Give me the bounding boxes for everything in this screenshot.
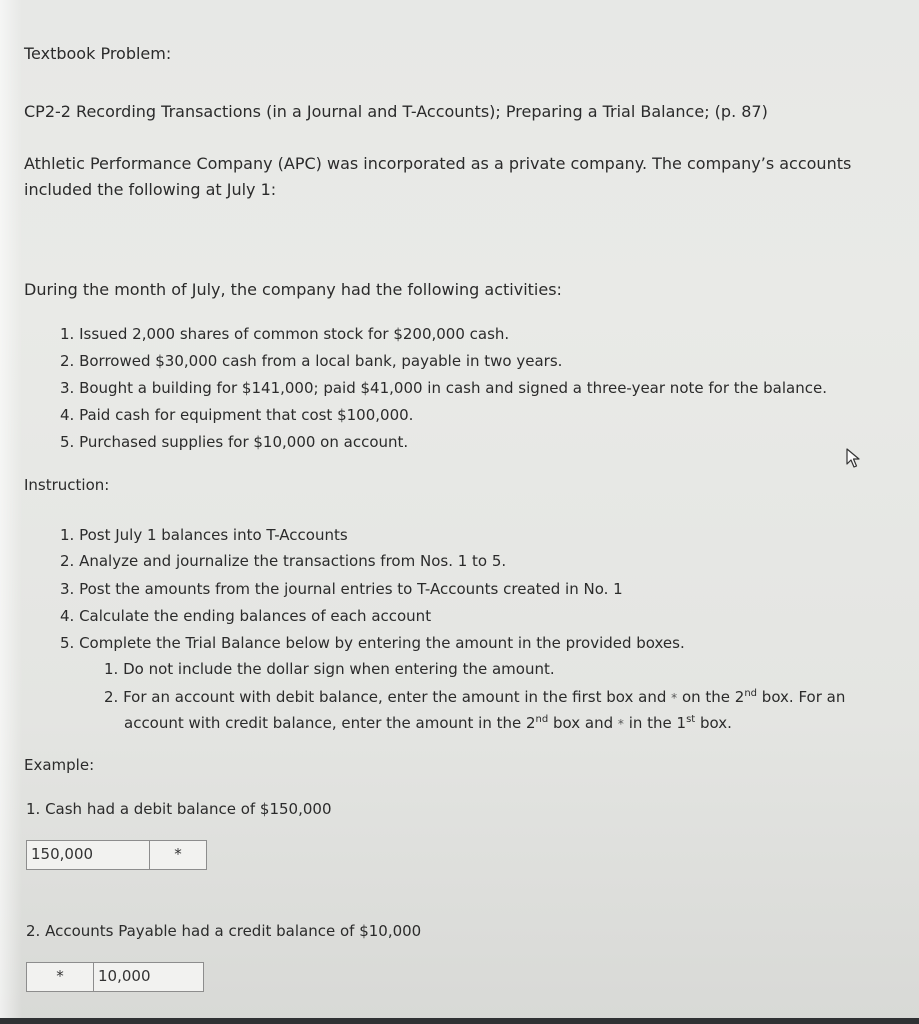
activity-item: 5. Purchased supplies for $10,000 on account.	[60, 433, 409, 451]
instruction-item: 4. Calculate the ending balances of each account	[60, 607, 432, 625]
instruction-label: Instruction:	[24, 476, 110, 494]
bottom-bezel	[0, 1018, 919, 1024]
example-2-debit-box[interactable]: *	[26, 962, 94, 992]
example-2-text: 2. Accounts Payable had a credit balance of $10,000	[26, 922, 422, 940]
instruction-item: 1. Post July 1 balances into T-Accounts	[60, 526, 348, 544]
example-1-credit-box[interactable]: *	[149, 840, 207, 870]
left-edge-shade	[0, 0, 22, 1024]
instruction-item: 5. Complete the Trial Balance below by entering the amount in the provided boxes.	[60, 634, 685, 652]
activity-item: 2. Borrowed $30,000 cash from a local bank, payable in two years.	[60, 352, 563, 370]
intro-line-1: Athletic Performance Company (APC) was incorporated as a private company. The company’s accounts	[24, 154, 852, 173]
sub-instruction-1: 1. Do not include the dollar sign when entering the amount.	[104, 660, 555, 678]
sub-instruction-2-line-2: account with credit balance, enter the amount in the 2nd box and * in the 1st box.	[124, 714, 732, 732]
instruction-item: 2. Analyze and journalize the transactions from Nos. 1 to 5.	[60, 552, 507, 570]
problem-title: CP2-2 Recording Transactions (in a Journal and T-Accounts); Preparing a Trial Balance; (p. 87)	[24, 102, 768, 121]
example-1-debit-box[interactable]: 150,000	[26, 840, 150, 870]
activity-item: 4. Paid cash for equipment that cost $100,000.	[60, 406, 414, 424]
heading: Textbook Problem:	[24, 44, 172, 63]
intro-line-2: included the following at July 1:	[24, 180, 277, 199]
example-1-text: 1. Cash had a debit balance of $150,000	[26, 800, 332, 818]
instruction-item: 3. Post the amounts from the journal entries to T-Accounts created in No. 1	[60, 580, 623, 598]
activity-item: 3. Bought a building for $141,000; paid $41,000 in cash and signed a three-year note for the balance.	[60, 379, 827, 397]
sub-instruction-2-line-1: 2. For an account with debit balance, enter the amount in the first box and * on the 2nd box. For an	[104, 688, 846, 706]
example-label: Example:	[24, 756, 95, 774]
activities-intro: During the month of July, the company had the following activities:	[24, 280, 562, 299]
mouse-pointer-icon	[846, 448, 862, 472]
activity-item: 1. Issued 2,000 shares of common stock for $200,000 cash.	[60, 325, 510, 343]
example-2-credit-box[interactable]: 10,000	[93, 962, 204, 992]
